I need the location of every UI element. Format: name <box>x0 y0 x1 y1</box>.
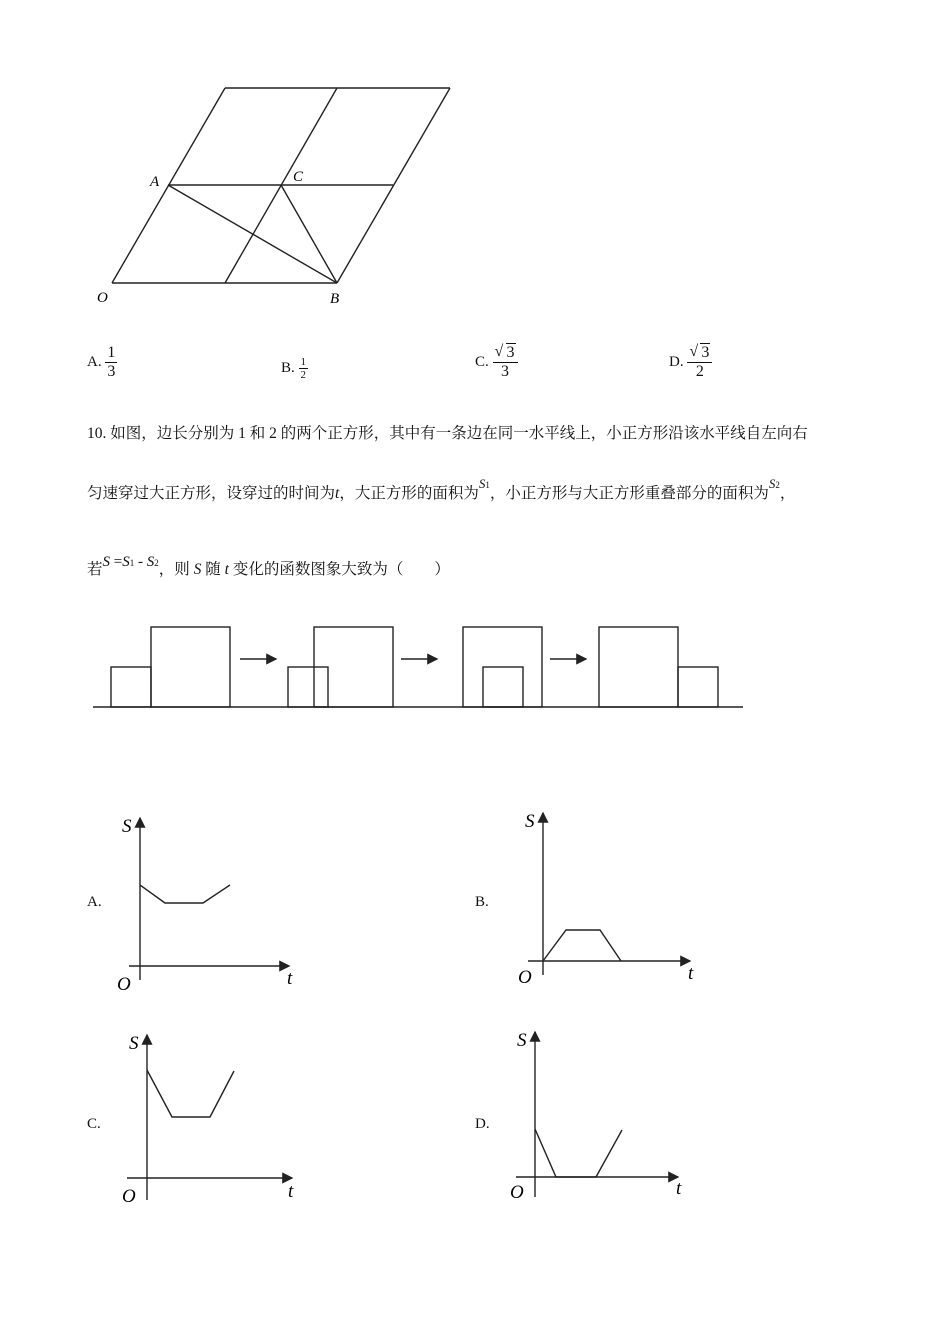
subscript: 1 <box>129 558 135 568</box>
q9-option-c[interactable] <box>475 344 518 381</box>
axis-label-S: S <box>129 1033 139 1054</box>
q9-option-b[interactable] <box>281 356 308 381</box>
axis-label-t: t <box>676 1178 682 1199</box>
text: 变化的函数图象大致为（ ） <box>232 561 450 578</box>
option-letter: C. <box>475 353 489 370</box>
q10-option-c-label[interactable]: C. <box>87 1116 101 1132</box>
text: ， <box>779 485 796 502</box>
segment-CB <box>281 185 337 283</box>
small-square <box>483 667 523 707</box>
large-square <box>599 627 678 707</box>
var-t: t <box>224 561 229 578</box>
var-S: S <box>768 476 776 491</box>
label-B: B <box>330 291 340 307</box>
squares-sequence-figure <box>0 615 950 725</box>
graph-curve <box>147 1070 234 1117</box>
label-A: A <box>150 174 160 190</box>
q10-option-a-label[interactable]: A. <box>87 894 102 910</box>
subscript: 2 <box>154 558 159 568</box>
axis-label-t: t <box>688 963 694 984</box>
segment-AB <box>168 185 337 283</box>
text: 匀速穿过大正方形，设穿过的时间为 <box>87 485 336 502</box>
option-letter: B. <box>281 359 295 376</box>
axis-label-S: S <box>525 811 535 832</box>
axis-label-t: t <box>288 1181 294 1202</box>
origin-label: O <box>510 1182 524 1203</box>
fraction-denominator: 2 <box>300 369 307 381</box>
option-letter: A. <box>87 353 102 370</box>
text: ，大正方形的面积为 <box>339 485 479 502</box>
sqrt-icon: √ <box>494 343 504 360</box>
q10-line-3 <box>87 554 450 581</box>
q10-option-d-label[interactable]: D. <box>475 1116 490 1132</box>
q10-graph-d[interactable] <box>500 1022 700 1212</box>
text: 随 <box>205 561 221 578</box>
text: 若 <box>87 561 103 578</box>
q10-line-2 <box>87 476 796 505</box>
var-S: S <box>478 476 486 491</box>
graph-curve <box>535 1129 622 1177</box>
label-C: C <box>293 169 304 185</box>
q9-option-a[interactable] <box>87 344 117 381</box>
formula-S-eq-S1-minus-S2: S =S1 - S2 <box>102 554 159 570</box>
q10-graph-b[interactable] <box>508 805 708 995</box>
var-S: S <box>193 561 202 578</box>
axis-label-S: S <box>122 816 132 837</box>
small-square <box>678 667 718 707</box>
q10-graph-a[interactable] <box>105 810 305 1000</box>
graph-curve <box>140 885 230 903</box>
sqrt-icon: √ <box>689 343 699 360</box>
origin-label: O <box>117 974 131 995</box>
axis-label-t: t <box>287 968 293 989</box>
option-letter: D. <box>669 353 684 370</box>
q10-graph-c[interactable] <box>112 1025 312 1215</box>
fraction-denominator: 2 <box>695 363 704 380</box>
fraction-numerator: 3 <box>506 344 515 361</box>
q10-option-b-label[interactable]: B. <box>475 894 489 910</box>
q9-option-d[interactable] <box>669 344 712 381</box>
subscript: 2 <box>775 480 780 490</box>
fraction-numerator: 1 <box>300 356 307 368</box>
origin-label: O <box>518 967 532 988</box>
axis-label-S: S <box>517 1030 527 1051</box>
subscript: 1 <box>485 480 490 490</box>
var-S1 <box>479 475 490 492</box>
fraction-numerator: 1 <box>107 344 116 361</box>
parallelogram-grid-figure <box>0 0 950 320</box>
fraction-denominator: 3 <box>501 363 510 380</box>
small-square <box>288 667 328 707</box>
var-t: t <box>335 485 340 502</box>
fraction-numerator: 3 <box>701 344 710 361</box>
graph-curve <box>543 930 621 961</box>
var-S: S <box>146 554 155 570</box>
large-square <box>151 627 230 707</box>
q10-line-1: 10. 如图，边长分别为 1 和 2 的两个正方形，其中有一条边在同一水平线上，小正方形沿该水平线自左向右 <box>87 425 808 442</box>
var-S: S <box>122 554 130 570</box>
text: ，小正方形与大正方形重叠部分的面积为 <box>489 485 769 502</box>
var-S2 <box>769 475 780 492</box>
small-square <box>111 667 151 707</box>
var-S: S <box>102 554 111 570</box>
fraction-denominator: 3 <box>107 363 116 380</box>
label-O: O <box>97 290 108 306</box>
origin-label: O <box>122 1186 136 1207</box>
text: ，则 <box>158 561 190 578</box>
